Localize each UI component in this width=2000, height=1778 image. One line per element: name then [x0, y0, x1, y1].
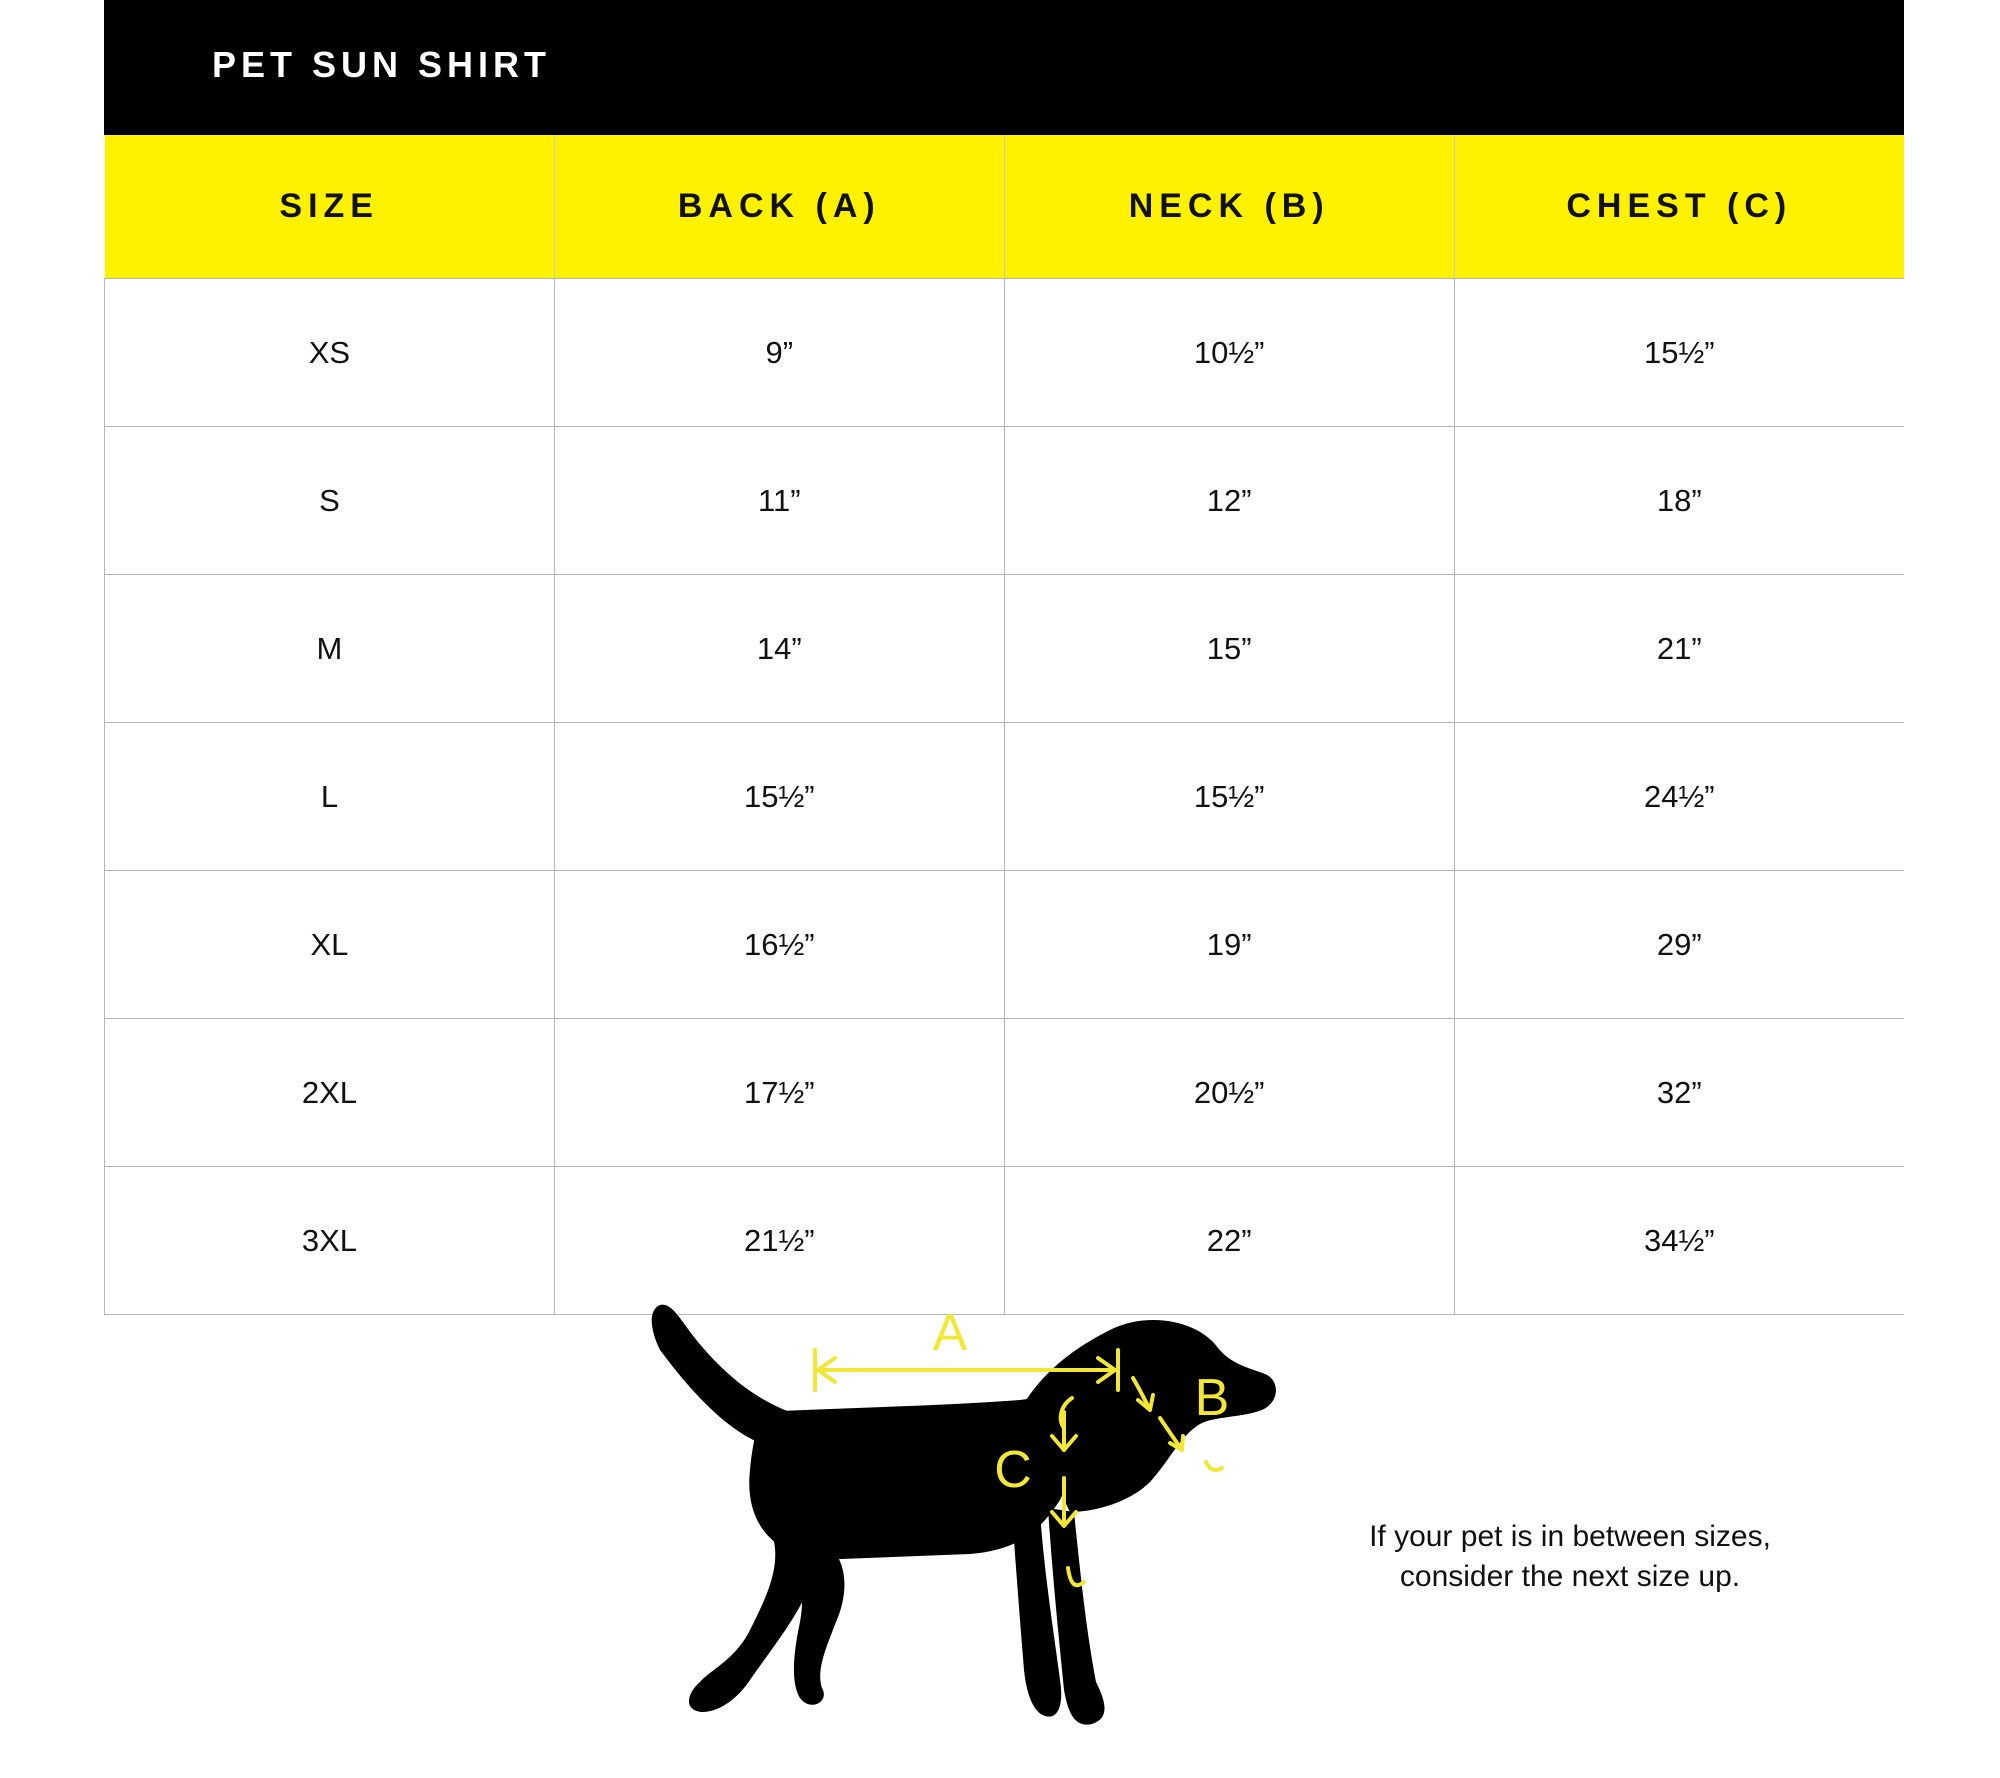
chest-cell: 21” — [1454, 575, 1904, 723]
table-row — [105, 723, 1905, 871]
chest-cell: 18” — [1454, 427, 1904, 575]
label-c: C — [994, 1441, 1032, 1499]
neck-cell: 19” — [1004, 871, 1454, 1019]
title-bar — [104, 0, 1904, 135]
sizing-note-line-1: If your pet is in between sizes, — [1369, 1520, 1771, 1553]
size-chart — [104, 0, 1904, 1315]
table-row — [105, 575, 1905, 723]
column-header-back: BACK (A) — [554, 135, 1004, 279]
neck-cell: 12” — [1004, 427, 1454, 575]
sizing-note — [1300, 1517, 1840, 1597]
neck-cell: 15” — [1004, 575, 1454, 723]
back-cell: 17½” — [554, 1019, 1004, 1167]
size-cell: XL — [105, 871, 555, 1019]
back-cell: 11” — [554, 427, 1004, 575]
chest-cell: 15½” — [1454, 279, 1904, 427]
size-cell: M — [105, 575, 555, 723]
dog-silhouette-icon — [652, 1305, 1276, 1725]
back-cell: 15½” — [554, 723, 1004, 871]
size-table — [104, 135, 1904, 1315]
label-a: A — [932, 1304, 968, 1362]
back-cell: 21½” — [554, 1167, 1004, 1315]
table-row — [105, 427, 1905, 575]
table-header-row — [105, 135, 1905, 279]
column-header-chest: CHEST (C) — [1454, 135, 1904, 279]
size-cell: XS — [105, 279, 555, 427]
neck-cell: 10½” — [1004, 279, 1454, 427]
label-b: B — [1194, 1369, 1230, 1427]
size-cell: 2XL — [105, 1019, 555, 1167]
chest-cell: 24½” — [1454, 723, 1904, 871]
chart-title: PET SUN SHIRT — [212, 44, 552, 85]
chest-cell: 32” — [1454, 1019, 1904, 1167]
table-row — [105, 871, 1905, 1019]
neck-cell: 15½” — [1004, 723, 1454, 871]
size-cell: 3XL — [105, 1167, 555, 1315]
sizing-note-line-2: consider the next size up. — [1399, 1560, 1741, 1593]
table-row — [105, 1019, 1905, 1167]
back-cell: 9” — [554, 279, 1004, 427]
chest-cell: 29” — [1454, 871, 1904, 1019]
neck-cell: 20½” — [1004, 1019, 1454, 1167]
chest-cell: 34½” — [1454, 1167, 1904, 1315]
column-header-neck: NECK (B) — [1004, 135, 1454, 279]
neck-cell: 22” — [1004, 1167, 1454, 1315]
back-cell: 16½” — [554, 871, 1004, 1019]
size-cell: S — [105, 427, 555, 575]
column-header-size: SIZE — [105, 135, 555, 279]
size-cell: L — [105, 723, 555, 871]
dog-measurement-diagram — [640, 1250, 1360, 1750]
back-cell: 14” — [554, 575, 1004, 723]
table-row — [105, 279, 1905, 427]
